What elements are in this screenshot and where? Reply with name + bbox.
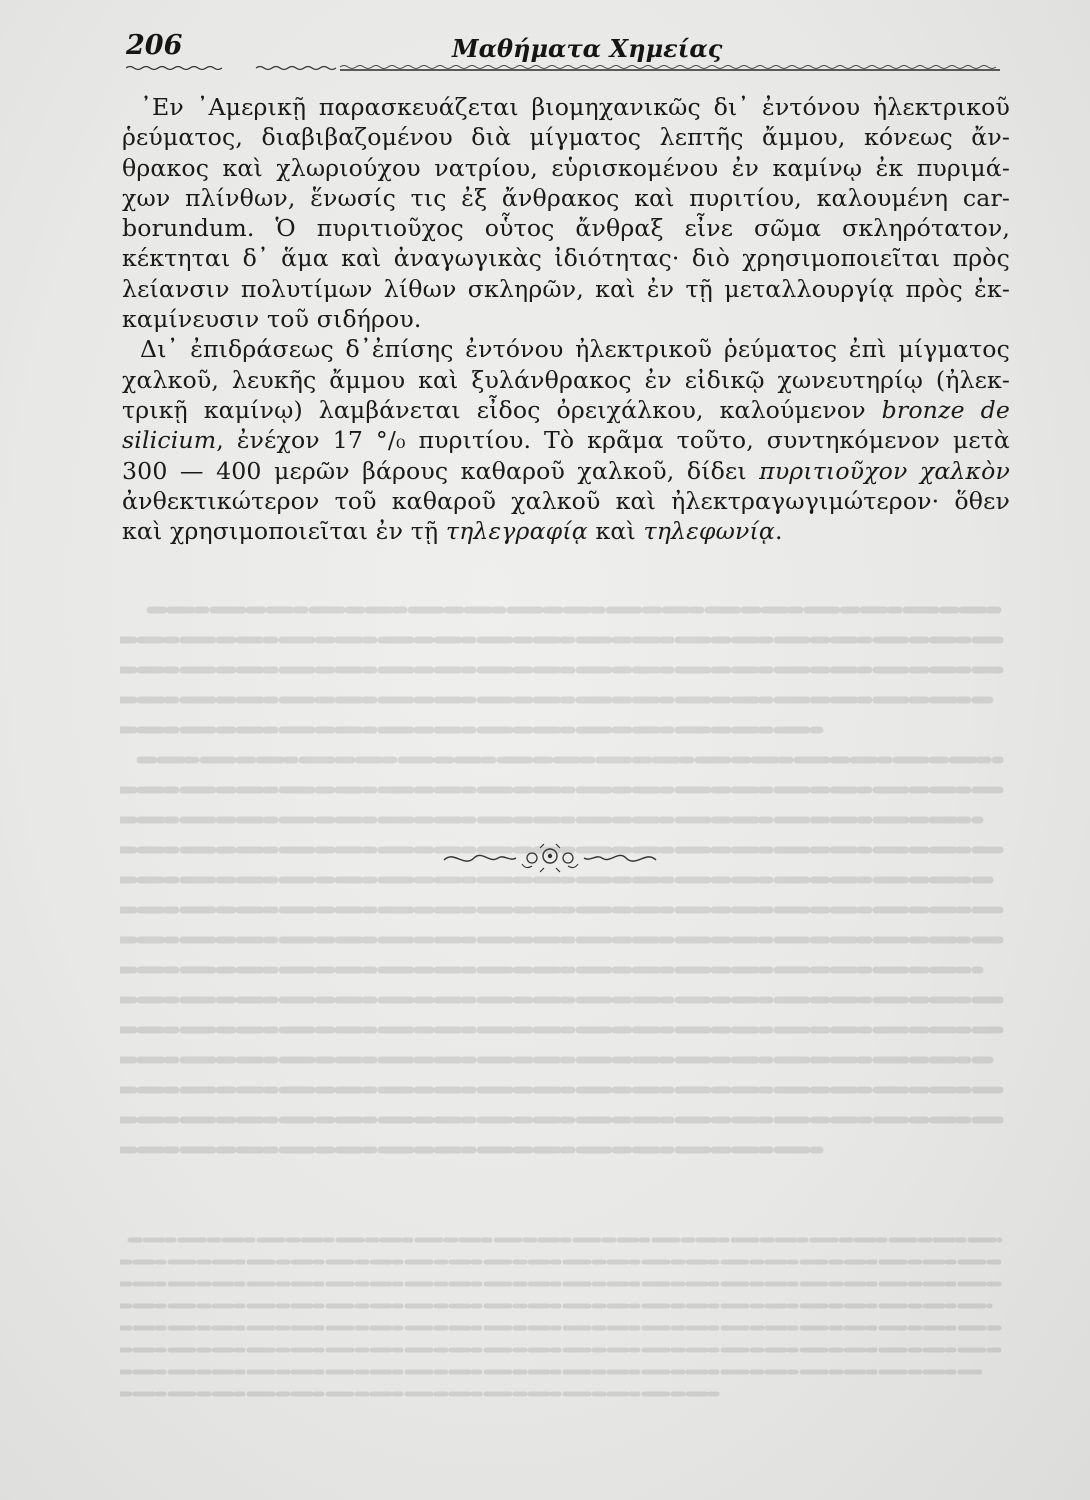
text-line: borundum. Ὁ πυριτιοῦχος οὗτος ἄνθραξ εἶνε σῶμα σκληρότατον, xyxy=(122,214,1010,243)
text-line: ἀνθεκτικώτερον τοῦ καθαροῦ χαλκοῦ καὶ ἠλεκτραγωγιμώτερον· ὅθεν xyxy=(122,486,1010,515)
italic-term: τηλεφωνίᾳ xyxy=(643,517,775,546)
italic-term: bronze de xyxy=(881,395,1010,424)
text-line: θρακος καὶ χλωριούχου νατρίου, εὑρισκομένου ἐν καμίνῳ ἐκ πυριμά- xyxy=(122,153,1010,182)
text-line: . xyxy=(774,517,783,546)
text-line: καὶ xyxy=(587,517,644,546)
text-line: , ἐνέχον 17 °/₀ πυριτίου. Τὸ κρᾶμα τοῦτο, συντηκόμενον μετὰ xyxy=(216,426,1010,455)
text-line: ᾿Εν ᾿Αμερικῇ παρασκευάζεται βιομηχανικῶς δι᾿ ἐντόνου ἠλεκτρικοῦ xyxy=(140,93,1010,121)
text-line: ῥεύματος, διαβιβαζομένου διὰ μίγματος λεπτῆς ἄμμου, κόνεως ἄν- xyxy=(122,123,1010,152)
running-title: Μαθήματα Χημείας xyxy=(452,34,723,63)
text-line: τρικῇ καμίνῳ) λαμβάνεται εἶδος ὀρειχάλκου, καλούμενον xyxy=(122,395,882,424)
paragraph-carborundum xyxy=(122,92,1010,334)
body-text xyxy=(122,92,1010,546)
text-line: λείανσιν πολυτίμων λίθων σκληρῶν, καὶ ἐν τῇ μεταλλουργίᾳ πρὸς ἐκ- xyxy=(122,274,1010,303)
header-rule xyxy=(126,62,1000,76)
text-line: χαλκοῦ, λευκῆς ἄμμου καὶ ξυλάνθρακος ἐν εἰδικῷ χωνευτηρίῳ (ἠλεκ- xyxy=(122,365,1010,394)
text-line: 300 — 400 μερῶν βάρους καθαροῦ χαλκοῦ, δίδει xyxy=(122,456,760,485)
text-line: Δι᾿ ἐπιδράσεως δ᾿ἐπίσης ἐντόνου ἠλεκτρικοῦ ῥεύματος ἐπὶ μίγματος xyxy=(140,335,1010,364)
italic-term: τηλεγραφίᾳ xyxy=(445,517,588,546)
italic-term: πυριτιοῦχον χαλκὸν xyxy=(759,456,1010,485)
bleed-through-text xyxy=(120,590,1020,1460)
text-line: καμίνευσιν τοῦ σιδήρου. xyxy=(122,305,422,334)
italic-term: silicium xyxy=(122,426,217,455)
text-line: καὶ χρησιμοποιεῖται ἐν τῇ xyxy=(122,517,446,546)
text-line: κέκτηται δ᾿ ἅμα καὶ ἀναγωγικὰς ἰδιότητας· διὸ χρησιμοποιεῖται πρὸς xyxy=(122,244,1010,273)
paragraph-silicon-bronze xyxy=(122,334,1010,546)
text-line: χων πλίνθων, ἕνωσίς τις ἐξ ἄνθρακος καὶ πυριτίου, καλουμένη car- xyxy=(122,183,1010,212)
page-number: 206 xyxy=(126,30,183,61)
